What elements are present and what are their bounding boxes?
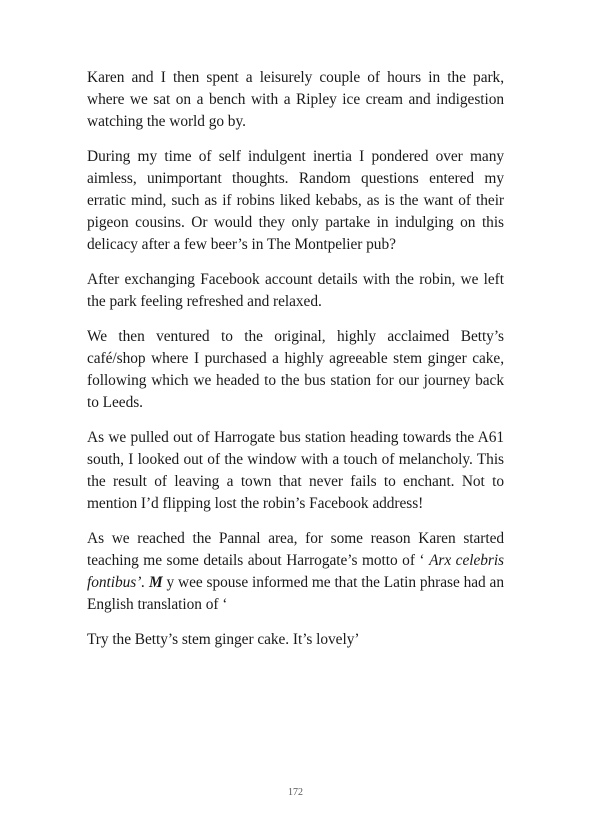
motto-translation-text: y wee spouse informed me that the Latin phrase had an English translation of ‘ (87, 574, 504, 613)
paragraph-cake-quote: Try the Betty’s stem ginger cake. It’s lovely’ (87, 631, 360, 648)
paragraph-bettys: We then ventured to the original, highly acclaimed Betty’s café/shop where I purchased a highly agreeable stem ginger cake, following which we headed to the bus station for our journey back to Leeds. (87, 328, 504, 411)
motto-dropped-letter: M (145, 574, 163, 591)
paragraph-park: Karen and I then spent a leisurely couple of hours in the park, where we sat on a bench with a Ripley ice cream and indigestion watching the world go by. (87, 69, 504, 130)
page-number: 172 (288, 787, 303, 798)
paragraph-motto (87, 528, 504, 616)
paragraph-facebook: After exchanging Facebook account details with the robin, we left the park feeling refreshed and relaxed. (87, 271, 504, 310)
paragraph-bus-station: As we pulled out of Harrogate bus station heading towards the A61 south, I looked out of the window with a touch of melancholy. This the result of leaving a town that never fails to enchant. Not to mention I’d flipping lost the robin’s Facebook address! (87, 429, 504, 512)
paragraph-inertia: During my time of self indulgent inertia I pondered over many aimless, unimportant thoughts. Random questions entered my erratic mind, such as if robins liked kebabs, as is the want of their pigeon cousins. Or would they only partake in indulging on this delicacy after a few beer’s in The Montpelier pub? (87, 148, 504, 253)
motto-intro-text: As we reached the Pannal area, for some reason Karen started teaching me some details about Harrogate’s motto of ‘ (87, 530, 504, 569)
body-text (87, 67, 504, 664)
latin-motto: Arx celebris fontibus’. (87, 552, 504, 591)
